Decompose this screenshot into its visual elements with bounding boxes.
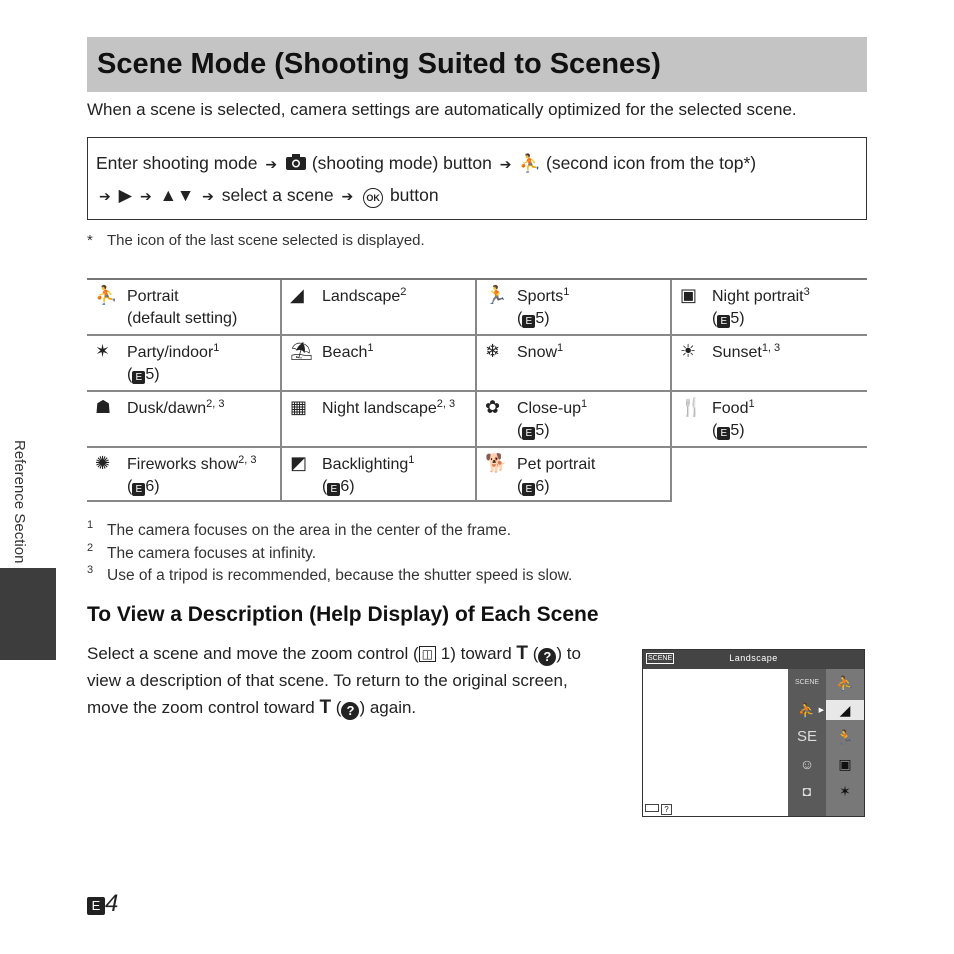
footnote-text: The camera focuses on the area in the center of the frame.: [107, 522, 512, 539]
navigation-box: [87, 137, 867, 220]
scene-subtext: (default setting): [127, 310, 238, 327]
scene-list-icon: 🏃: [836, 729, 854, 745]
footnote-ref: 1: [581, 398, 588, 410]
scene-icon: ☗: [95, 397, 112, 417]
selector-arrow-icon: ▶: [818, 707, 824, 714]
intro-text: When a scene is selected, camera settings are automatically optimized for the selected scene.: [87, 100, 797, 119]
screen-mode-menu: [788, 669, 826, 816]
nav-step-1: Enter shooting mode: [96, 153, 258, 173]
scene-cell: [477, 336, 672, 390]
help-icon: ?: [341, 702, 359, 720]
scene-icon: ✿: [485, 397, 501, 417]
scene-label: Pet portrait: [517, 456, 596, 473]
footnote-ref: 1: [557, 342, 564, 354]
page-number-value: 4: [105, 890, 119, 917]
reference-e-icon: E: [132, 483, 145, 496]
footnote-item: [87, 543, 572, 566]
footnote-ref: 1: [563, 286, 570, 298]
scene-icon: ✺: [95, 453, 111, 473]
scene-label: Portrait: [127, 288, 179, 305]
page-ref-number: 5: [535, 310, 545, 327]
arrow-right-icon: ➔: [499, 156, 512, 172]
scene-icon: ⛱: [290, 341, 313, 361]
scene-cell: [87, 392, 282, 446]
scene-icon: ✶: [95, 341, 111, 361]
footnote-ref: 1: [408, 454, 415, 466]
title-bar: [87, 37, 867, 92]
scene-cell: [477, 392, 672, 446]
reference-e-icon: E: [522, 483, 535, 496]
table-row: [87, 280, 867, 336]
scene-cell: [477, 448, 672, 502]
footnote-item: [87, 520, 572, 543]
telephoto-icon: T: [319, 697, 332, 718]
arrow-right-icon: ➔: [139, 188, 152, 204]
page-title: Scene Mode (Shooting Suited to Scenes): [97, 48, 661, 80]
scene-cell: [477, 280, 672, 334]
scene-icon: ⛹: [95, 285, 118, 305]
help-icon: ?: [538, 648, 556, 666]
arrow-right-icon: ➔: [265, 156, 278, 172]
footnote-ref: 1: [367, 342, 374, 354]
scene-cell: [87, 280, 282, 334]
footnote-item: [87, 565, 572, 588]
reference-e-icon: E: [522, 315, 535, 328]
page-ref: ( E 6): [517, 478, 550, 495]
footnote-ref: 1, 3: [761, 342, 781, 354]
battery-icon: [645, 804, 659, 812]
footnote-ref: 2: [400, 286, 407, 298]
scene-cell: [672, 336, 867, 390]
mode-menu-icon: ⛹: [798, 702, 816, 718]
footnote-text: Use of a tripod is recommended, because the shutter speed is slow.: [107, 567, 573, 584]
screen-title: Landscape: [729, 653, 778, 663]
triangle-right-icon: ▶: [118, 185, 133, 205]
mode-menu-icon: SE: [796, 728, 817, 745]
scene-label: Beach: [322, 344, 368, 361]
table-row: [87, 448, 867, 504]
reference-e-icon: E: [87, 897, 105, 915]
scene-cell: [87, 448, 282, 502]
page-ref: ( E 6): [127, 478, 160, 495]
footnote-mark: *: [87, 232, 93, 249]
footnote-number: 1: [87, 519, 94, 531]
mode-menu-icon: ☺: [799, 756, 815, 772]
reference-e-icon: E: [132, 371, 145, 384]
help-icon: ?: [661, 804, 671, 815]
footnote-star: [87, 232, 425, 249]
empty-cell: [672, 448, 867, 502]
scene-list-icon: ◢: [826, 700, 864, 720]
nav-step-5: button: [389, 185, 439, 205]
scene-cell: [282, 392, 477, 446]
portrait-scene-icon: ⛹: [519, 153, 542, 173]
help-text-3: ) to view a description of that scene. To return to the original screen, move the zoom control toward: [87, 644, 581, 717]
footnote-number: 3: [87, 564, 94, 576]
scene-label: Party/indoor: [127, 344, 214, 361]
page-ref-number: 6: [340, 478, 350, 495]
footnote-number: 2: [87, 541, 94, 554]
footnote-ref: 2, 3: [238, 454, 257, 466]
screen-status: [645, 804, 672, 815]
scene-icon: ☀: [680, 341, 697, 361]
page-ref-number: 6: [145, 478, 155, 495]
footnote-ref: 1: [213, 342, 220, 354]
table-row: [87, 336, 867, 392]
scene-badge: SCENE: [648, 655, 673, 662]
scene-label: Landscape: [322, 288, 401, 305]
mode-menu-icon: SCENE: [794, 679, 820, 686]
footnote-ref: 3: [803, 286, 810, 298]
camera-screen-illustration: [642, 649, 865, 817]
page-ref-number: 6: [535, 478, 545, 495]
scene-icon: 🍴: [680, 397, 703, 417]
scene-cell: [282, 280, 477, 334]
triangle-up-down-icon: ▲▼: [159, 185, 195, 205]
page-ref-number: 5: [730, 422, 740, 439]
scene-label: Night landscape: [322, 400, 437, 417]
page-ref: ( E 6): [322, 478, 355, 495]
section-label: Reference Section: [11, 440, 28, 564]
scene-table: [87, 278, 867, 504]
footnote-ref: 1: [748, 398, 755, 410]
reference-e-icon: E: [717, 315, 730, 328]
scene-label: Backlighting: [322, 456, 409, 473]
page-ref-number: 5: [730, 310, 740, 327]
reference-e-icon: E: [717, 427, 730, 440]
scene-list-icon: ✶: [839, 783, 851, 799]
footnote-ref: 2, 3: [206, 398, 225, 410]
scene-label: Dusk/dawn: [127, 400, 207, 417]
scene-icon: ◢: [290, 285, 304, 305]
footnote-text: The icon of the last scene selected is displayed.: [107, 232, 425, 249]
nav-step-3: (second icon from the top*): [546, 153, 757, 173]
screen-scene-list: [826, 669, 864, 816]
footnote-text: The camera focuses at infinity.: [107, 544, 317, 562]
help-heading: To View a Description (Help Display) of Each Scene: [87, 603, 599, 626]
page-ref-number: 5: [145, 366, 155, 383]
help-paragraph: Select a scene and move the zoom control ( ◫ 1) toward T ( ? ) to view a description of that scene. To return to the original screen, move the zoom control toward T ( ? ) again.: [87, 643, 581, 718]
help-text-1: Select a scene and move the zoom control (: [87, 644, 419, 663]
arrow-right-icon: ➔: [341, 188, 354, 204]
scene-cell: [282, 336, 477, 390]
book-icon: ◫: [419, 646, 436, 662]
footnote-ref: 2, 3: [436, 398, 456, 410]
camera-icon: [285, 150, 307, 180]
scene-label: Sunset: [712, 344, 762, 361]
table-row: [87, 392, 867, 448]
scene-label: Night portrait: [712, 288, 804, 305]
page-number: [87, 890, 118, 918]
scene-cell: [672, 280, 867, 334]
telephoto-icon: T: [516, 643, 528, 664]
nav-step-4: select a scene: [221, 185, 334, 205]
page-ref: ( E 5): [127, 366, 160, 383]
scene-label: Food: [712, 400, 749, 417]
scene-label: Close-up: [517, 400, 582, 417]
arrow-right-icon: ➔: [202, 188, 214, 204]
scene-label: Sports: [517, 288, 564, 305]
nav-step-2: (shooting mode) button: [311, 153, 492, 173]
scene-icon: 🐕: [485, 453, 508, 473]
arrow-right-icon: ➔: [99, 188, 111, 204]
ok-button-icon: OK: [363, 188, 383, 208]
scene-list-icon: ▣: [838, 756, 852, 772]
scene-icon: 🏃: [485, 285, 508, 305]
screen-title-bar: [643, 650, 864, 669]
scene-icon: ◩: [290, 453, 308, 473]
help-text-2: ) toward: [450, 644, 512, 663]
reference-e-icon: E: [522, 427, 535, 440]
help-page-ref: 1: [440, 644, 451, 663]
page-ref: ( E 5): [517, 310, 550, 327]
scene-label: Snow: [517, 344, 558, 361]
page-ref-number: 5: [535, 422, 545, 439]
mode-menu-icon: ◘: [802, 783, 812, 799]
page-ref: ( E 5): [712, 310, 745, 327]
help-text-4: ) again.: [359, 698, 417, 717]
reference-e-icon: E: [327, 483, 340, 496]
section-tab: [0, 568, 56, 660]
scene-icon: ▣: [680, 285, 698, 305]
scene-cell: [87, 336, 282, 390]
scene-label: Fireworks show: [127, 456, 239, 473]
footnotes: [87, 520, 572, 588]
scene-cell: [672, 392, 867, 446]
scene-cell: [282, 448, 477, 502]
scene-icon: ▦: [290, 397, 308, 417]
scene-icon: ❄: [485, 341, 501, 361]
page-ref: ( E 5): [712, 422, 745, 439]
scene-list-icon: ⛹: [836, 675, 854, 691]
page-ref: ( E 5): [517, 422, 550, 439]
